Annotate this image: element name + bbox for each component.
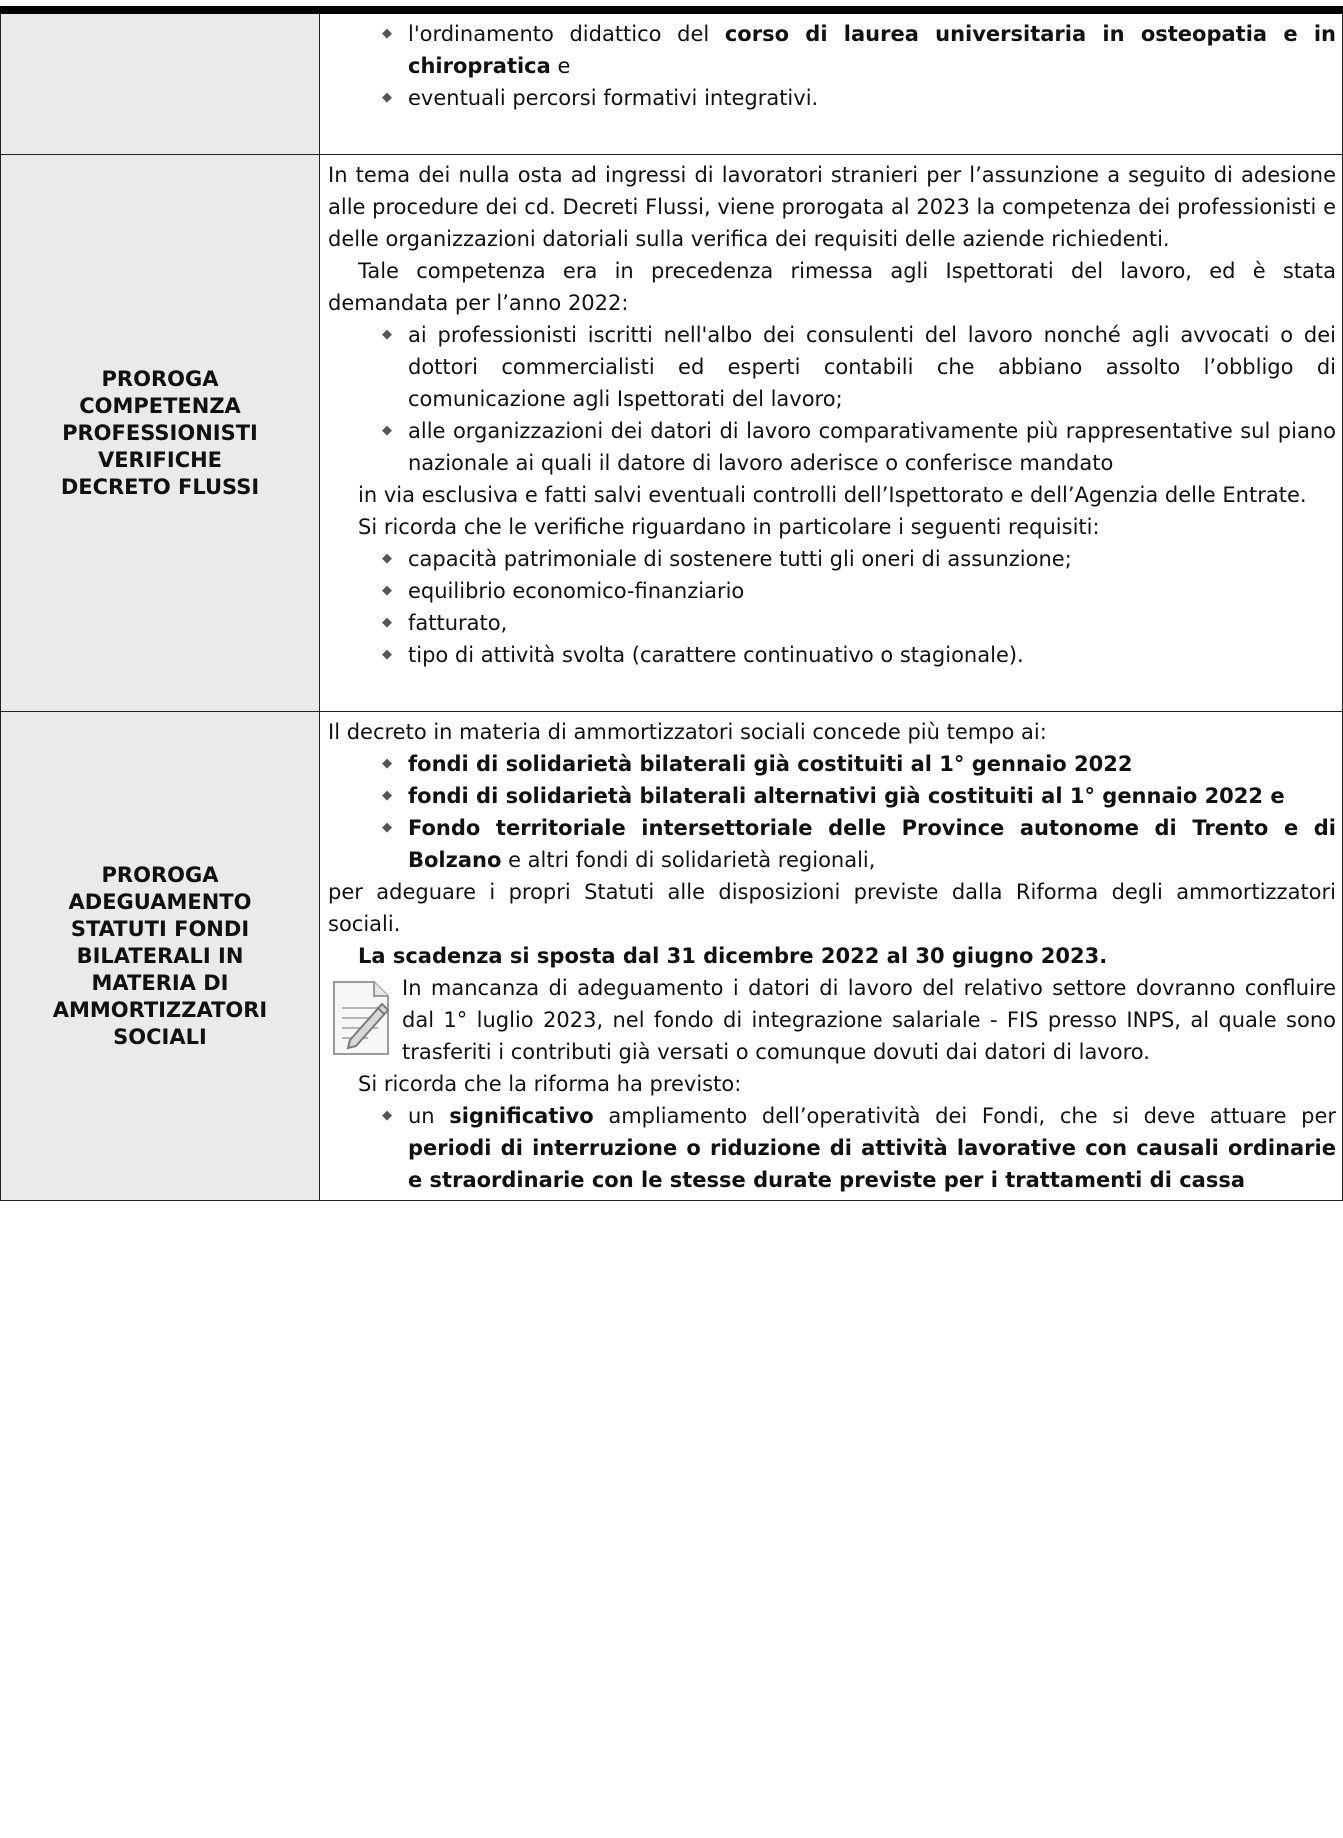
paragraph: Tale competenza era in precedenza rimessa agli Ispettorati del lavoro, ed è stata demandata per l’anno 2022:	[328, 259, 1336, 315]
paragraph: In tema dei nulla osta ad ingressi di lavoratori stranieri per l’assunzione a seguito di adesione alle procedure dei cd. Decreti Flussi, viene prorogata al 2023 la competenza dei professionisti e delle organizzazioni datoriali sulla verifica dei requisiti delle aziende richiedenti.	[328, 163, 1336, 251]
row-title-line: BILATERALI IN	[76, 943, 244, 968]
bullet-list	[328, 543, 1336, 671]
row-title-line: STATUTI FONDI	[70, 916, 250, 941]
content-table	[0, 6, 1343, 1201]
list-item: ◆ tipo di attività svolta (carattere continuativo o stagionale).	[382, 639, 1336, 671]
paragraph: Il decreto in materia di ammortizzatori sociali concede più tempo ai:	[328, 720, 1047, 744]
note-pencil-icon	[328, 978, 394, 1058]
diamond-bullet-icon: ◆	[382, 615, 392, 630]
paragraph: Si ricorda che le verifiche riguardano in particolare i seguenti requisiti:	[358, 515, 1100, 539]
list-item: ◆ un significativo ampliamento dell’operatività dei Fondi, che si deve attuare per periodi di interruzione o riduzione di attività lavorative con causali ordinarie e straordinarie con le stesse durate previste per i trattamenti di cassa	[382, 1100, 1336, 1196]
diamond-bullet-icon: ◆	[382, 551, 392, 566]
bullet-list	[328, 319, 1336, 479]
note-block	[328, 972, 1336, 1068]
diamond-bullet-icon: ◆	[382, 756, 392, 771]
list-item: ◆ fondi di solidarietà bilaterali già costituiti al 1° gennaio 2022	[382, 748, 1336, 780]
diamond-bullet-icon: ◆	[382, 26, 392, 41]
diamond-bullet-icon: ◆	[382, 583, 392, 598]
list-item: ◆ alle organizzazioni dei datori di lavoro comparativamente più rappresentative sul piano nazionale ai quali il datore di lavoro aderisce o conferisce mandato	[382, 415, 1336, 479]
diamond-bullet-icon: ◆	[382, 820, 392, 835]
list-item: ◆ fondi di solidarietà bilaterali alternativi già costituiti al 1° gennaio 2022 e	[382, 780, 1336, 812]
row-label-empty	[1, 10, 320, 155]
row-title-line: VERIFICHE	[97, 447, 223, 472]
row-title-line: PROFESSIONISTI	[62, 420, 258, 445]
row-content-decreto-flussi	[320, 155, 1343, 712]
diamond-bullet-icon: ◆	[382, 327, 392, 342]
list-item: ◆ eventuali percorsi formativi integrativi.	[382, 82, 1336, 114]
row-title-line: SOCIALI	[113, 1024, 207, 1049]
list-item: ◆ capacità patrimoniale di sostenere tutti gli oneri di assunzione;	[382, 543, 1336, 575]
diamond-bullet-icon: ◆	[382, 788, 392, 803]
list-item: ◆ fatturato,	[382, 607, 1336, 639]
row-title-line: DECRETO FLUSSI	[60, 474, 260, 499]
table-row-statuti-fondi	[1, 712, 1343, 1201]
note-text: In mancanza di adeguamento i datori di lavoro del relativo settore dovranno confluire dal 1° luglio 2023, nel fondo di integrazione salariale - FIS presso INPS, al quale sono trasferiti i contributi già versati o comunque dovuti dai datori di lavoro.	[402, 976, 1336, 1064]
row-content-statuti-fondi	[320, 712, 1343, 1201]
paragraph-bold: La scadenza si sposta dal 31 dicembre 2022 al 30 giugno 2023.	[358, 944, 1108, 968]
diamond-bullet-icon: ◆	[382, 1108, 392, 1123]
diamond-bullet-icon: ◆	[382, 423, 392, 438]
list-item: ◆ equilibrio economico-finanziario	[382, 575, 1336, 607]
row-label-statuti-fondi	[1, 712, 320, 1201]
table-row-ordinamento	[1, 10, 1343, 155]
row-title-line: ADEGUAMENTO	[68, 889, 252, 914]
row-label-decreto-flussi	[1, 155, 320, 712]
bullet-list	[328, 1100, 1336, 1196]
paragraph: in via esclusiva e fatti salvi eventuali controlli dell’Ispettorato e dell’Agenzia delle Entrate.	[358, 483, 1307, 507]
table-row-decreto-flussi	[1, 155, 1343, 712]
row-title-line: PROROGA	[101, 366, 219, 391]
list-item: ◆ Fondo territoriale intersettoriale delle Province autonome di Trento e di Bolzano e altri fondi di solidarietà regionali,	[382, 812, 1336, 876]
list-item: ◆ ai professionisti iscritti nell'albo dei consulenti del lavoro nonché agli avvocati o dei dottori commercialisti ed esperti contabili che abbiano assolto l’obbligo di comunicazione agli Ispettorati del lavoro;	[382, 319, 1336, 415]
list-item: ◆ l'ordinamento didattico del corso di laurea universitaria in osteopatia e in chiropratica e	[382, 18, 1336, 82]
row-title-line: PROROGA	[101, 862, 219, 887]
diamond-bullet-icon: ◆	[382, 90, 392, 105]
row-title-line: MATERIA DI	[91, 970, 229, 995]
row-title-line: COMPETENZA	[79, 393, 241, 418]
bullet-list	[328, 748, 1336, 876]
row-content-ordinamento	[320, 10, 1343, 155]
paragraph: per adeguare i propri Statuti alle disposizioni previste dalla Riforma degli ammortizzatori sociali.	[328, 880, 1336, 936]
diamond-bullet-icon: ◆	[382, 647, 392, 662]
row-title-line: AMMORTIZZATORI	[52, 997, 268, 1022]
bullet-list	[328, 18, 1336, 114]
paragraph: Si ricorda che la riforma ha previsto:	[358, 1072, 742, 1096]
